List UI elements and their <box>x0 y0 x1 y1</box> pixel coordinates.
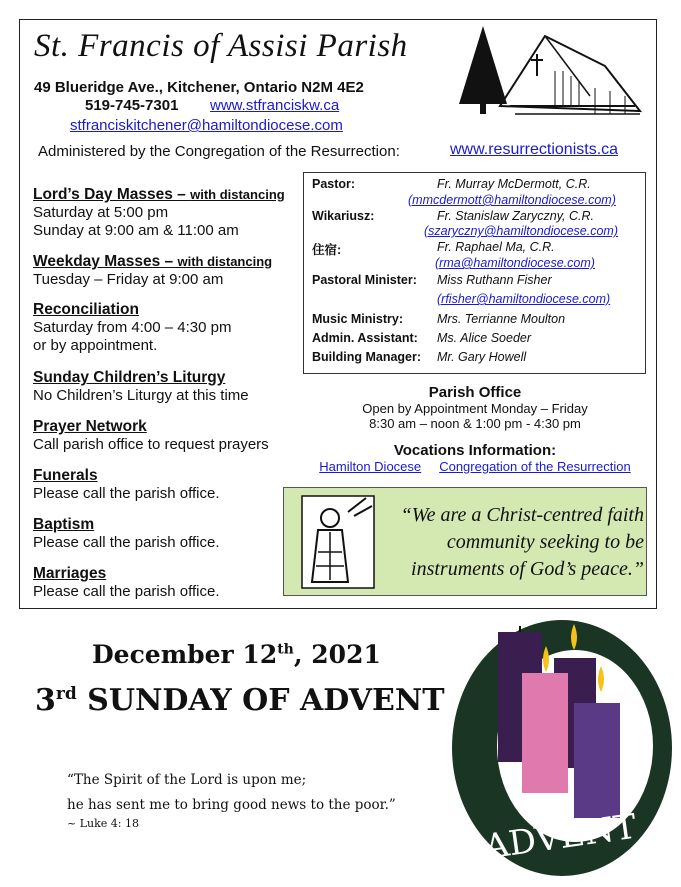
vocations-info <box>300 442 650 474</box>
section-funerals <box>33 467 220 503</box>
parish-address: 49 Blueridge Ave., Kitchener, Ontario N2M 4E2 <box>34 79 364 96</box>
date-year: , 2021 <box>293 640 381 669</box>
section-weekday-masses <box>33 253 272 289</box>
sunday-number: 3 <box>35 683 56 718</box>
section-line: Sunday at 9:00 am & 11:00 am <box>33 222 239 239</box>
section-heading: Reconciliation <box>33 301 139 318</box>
parish-office-times: 8:30 am – noon & 1:00 pm - 4:30 pm <box>369 416 581 431</box>
advent-lettering: ADVENT <box>481 806 640 868</box>
section-line: Please call the parish office. <box>33 485 220 502</box>
sunday-title: SUNDAY OF ADVENT <box>76 683 445 718</box>
section-reconciliation <box>33 301 231 355</box>
section-heading: Prayer Network <box>33 418 147 435</box>
staff-email-link[interactable]: (mmcdermott@hamiltondiocese.com) <box>408 193 616 207</box>
staff-role: Admin. Assistant: <box>312 331 418 345</box>
hamilton-diocese-link[interactable]: Hamilton Diocese <box>319 459 422 474</box>
date-text: December 12 <box>92 640 278 669</box>
staff-name: Miss Ruthann Fisher <box>437 273 552 287</box>
congregation-link[interactable]: Congregation of the Resurrection <box>439 459 631 474</box>
staff-name: Mr. Gary Howell <box>437 350 527 364</box>
section-heading: Marriages <box>33 565 107 582</box>
parish-office-info <box>300 384 650 431</box>
parish-email-link[interactable]: stfranciskitchener@hamiltondiocese.com <box>70 117 343 134</box>
mission-statement-box <box>283 487 647 596</box>
advent-candles-graphic <box>450 618 675 878</box>
church-illustration <box>455 26 645 126</box>
staff-role: Building Manager: <box>312 350 422 364</box>
parish-office-heading: Parish Office <box>428 384 522 401</box>
staff-role: Wikariusz: <box>312 209 375 223</box>
staff-row-music-ministry <box>312 312 566 326</box>
section-line: No Children’s Liturgy at this time <box>33 387 249 404</box>
section-line: or by appointment. <box>33 337 158 354</box>
parish-title: St. Francis of Assisi Parish <box>34 28 408 64</box>
staff-name: Mrs. Terrianne Moulton <box>437 312 566 326</box>
staff-row-building-manager <box>312 350 527 364</box>
bulletin-date <box>92 640 381 669</box>
parish-phone: 519-745-7301 <box>85 97 179 114</box>
section-marriages <box>33 565 220 601</box>
section-heading: Lord’s Day Masses – <box>33 186 191 203</box>
mission-statement <box>378 502 644 583</box>
staff-row-admin-assistant <box>312 331 532 345</box>
scripture-quote <box>67 768 396 818</box>
section-line: Call parish office to request prayers <box>33 436 269 453</box>
staff-role: Pastoral Minister: <box>312 273 417 287</box>
staff-row-pastor <box>312 177 591 191</box>
section-baptism <box>33 516 220 552</box>
staff-row-wikariusz <box>312 209 594 223</box>
section-lords-day-masses <box>33 186 285 240</box>
staff-role: Music Ministry: <box>312 312 403 326</box>
liturgical-sunday <box>35 683 445 718</box>
staff-email-link[interactable]: (rfisher@hamiltondiocese.com) <box>437 292 611 306</box>
staff-row-pastoral-minister <box>312 273 552 287</box>
date-suffix: th <box>277 641 294 658</box>
section-line: Please call the parish office. <box>33 583 220 600</box>
staff-role: Pastor: <box>312 177 356 191</box>
scripture-line: he has sent me to bring good news to the poor.” <box>67 797 396 813</box>
staff-name: Fr. Murray McDermott, C.R. <box>437 177 591 191</box>
parish-office-hours: Open by Appointment Monday – Friday <box>362 401 588 416</box>
section-heading: Baptism <box>33 516 95 533</box>
section-heading-note: with distancing <box>190 187 285 202</box>
staff-role: 住宿: <box>312 243 342 257</box>
vocations-heading: Vocations Information: <box>393 442 557 459</box>
staff-email-link[interactable]: (rma@hamiltondiocese.com) <box>435 256 595 270</box>
section-line: Saturday from 4:00 – 4:30 pm <box>33 319 232 336</box>
staff-email-link[interactable]: (szaryczny@hamiltondiocese.com) <box>424 224 619 238</box>
section-childrens-liturgy <box>33 369 249 405</box>
section-heading-note: with distancing <box>177 254 273 269</box>
section-line: Tuesday – Friday at 9:00 am <box>33 271 224 288</box>
sunday-suffix: rd <box>55 684 77 704</box>
parish-website-link[interactable]: www.stfranciskw.ca <box>210 97 340 114</box>
scripture-line: “The Spirit of the Lord is upon me; <box>67 772 307 788</box>
staff-name: Ms. Alice Soeder <box>437 331 532 345</box>
staff-directory <box>303 172 646 374</box>
section-heading: Sunday Children’s Liturgy <box>33 369 226 386</box>
scripture-citation: ~ Luke 4: 18 <box>67 817 139 830</box>
mission-line: instruments of God’s peace.” <box>411 558 644 580</box>
section-heading: Funerals <box>33 467 98 484</box>
section-line: Saturday at 5:00 pm <box>33 204 169 221</box>
section-heading: Weekday Masses – <box>33 253 178 270</box>
staff-row-residence <box>312 240 555 258</box>
section-line: Please call the parish office. <box>33 534 220 551</box>
staff-name: Fr. Stanislaw Zaryczny, C.R. <box>437 209 594 223</box>
st-francis-icon <box>298 492 378 592</box>
mission-line: “We are a Christ-centred faith <box>400 504 644 526</box>
section-prayer-network <box>33 418 269 454</box>
resurrectionists-link[interactable]: www.resurrectionists.ca <box>450 141 619 158</box>
mission-line: community seeking to be <box>446 531 644 553</box>
administered-by-text: Administered by the Congregation of the Resurrection: <box>38 143 400 160</box>
staff-name: Fr. Raphael Ma, C.R. <box>437 240 555 254</box>
